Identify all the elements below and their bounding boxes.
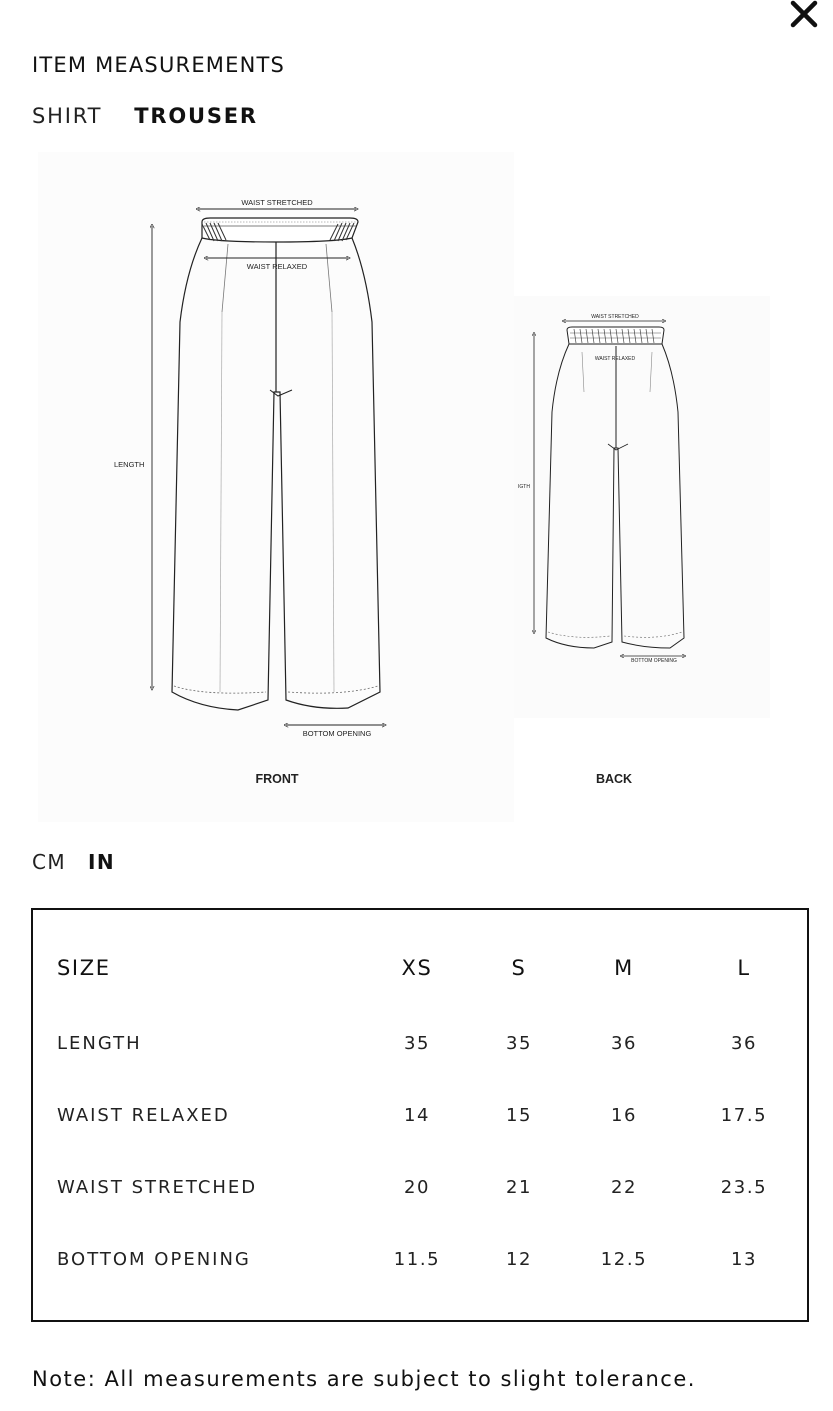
tab-shirt[interactable]: SHIRT <box>32 104 103 128</box>
back-length-label: IGTH <box>518 484 530 490</box>
front-bottom-opening-label: BOTTOM OPENING <box>302 729 372 738</box>
table-row <box>33 1172 807 1202</box>
table-cell: 23.5 <box>720 1176 768 1198</box>
table-cell: 14 <box>403 1104 431 1126</box>
close-button[interactable] <box>786 0 822 30</box>
page-title: ITEM MEASUREMENTS <box>32 53 286 77</box>
back-waist-stretched-label: WAIST STRETCHED <box>591 314 639 320</box>
table-cell: 12.5 <box>600 1248 648 1270</box>
front-caption: FRONT <box>255 772 299 786</box>
front-length-label: LENGTH <box>114 460 145 469</box>
back-bottom-opening-label: BOTTOM OPENING <box>631 658 677 664</box>
row-label-length: LENGTH <box>57 1032 142 1054</box>
front-waist-stretched-label: WAIST STRETCHED <box>241 198 313 207</box>
row-label-bottom-opening: BOTTOM OPENING <box>57 1248 251 1270</box>
table-cell: 11.5 <box>393 1248 441 1270</box>
table-cell: 12 <box>505 1248 533 1270</box>
tolerance-note: Note: All measurements are subject to slight tolerance. <box>32 1367 696 1391</box>
table-header-row <box>33 953 807 983</box>
table-cell: 22 <box>610 1176 638 1198</box>
unit-in[interactable]: IN <box>88 850 116 874</box>
table-cell: 17.5 <box>720 1104 768 1126</box>
front-waist-relaxed-label: WAIST RELAXED <box>246 262 308 271</box>
table-row <box>33 1028 807 1058</box>
table-cell: 13 <box>730 1248 758 1270</box>
table-row <box>33 1100 807 1130</box>
back-caption: BACK <box>595 772 633 786</box>
trouser-measurement-diagram <box>34 152 774 822</box>
table-cell: 20 <box>403 1176 431 1198</box>
size-header-l: L <box>737 956 751 980</box>
tab-trouser[interactable]: TROUSER <box>134 104 258 128</box>
row-label-waist-stretched: WAIST STRETCHED <box>57 1176 258 1198</box>
table-cell: 36 <box>610 1032 638 1054</box>
back-waist-relaxed-label: WAIST RELAXED <box>594 356 636 362</box>
table-row <box>33 1244 807 1274</box>
back-panel-bg <box>514 296 770 718</box>
garment-tabs <box>32 104 258 128</box>
table-cell: 15 <box>505 1104 533 1126</box>
unit-toggle <box>32 850 115 874</box>
table-cell: 35 <box>505 1032 533 1054</box>
size-table <box>31 908 809 1322</box>
table-cell: 16 <box>610 1104 638 1126</box>
table-cell: 21 <box>505 1176 533 1198</box>
row-label-waist-relaxed: WAIST RELAXED <box>57 1104 230 1126</box>
size-header-s: S <box>511 956 527 980</box>
size-header-xs: XS <box>401 956 433 980</box>
size-column-header: SIZE <box>57 956 111 980</box>
unit-cm[interactable]: CM <box>32 850 67 874</box>
table-cell: 35 <box>403 1032 431 1054</box>
table-cell: 36 <box>730 1032 758 1054</box>
close-icon <box>786 0 822 30</box>
size-header-m: M <box>614 956 634 980</box>
